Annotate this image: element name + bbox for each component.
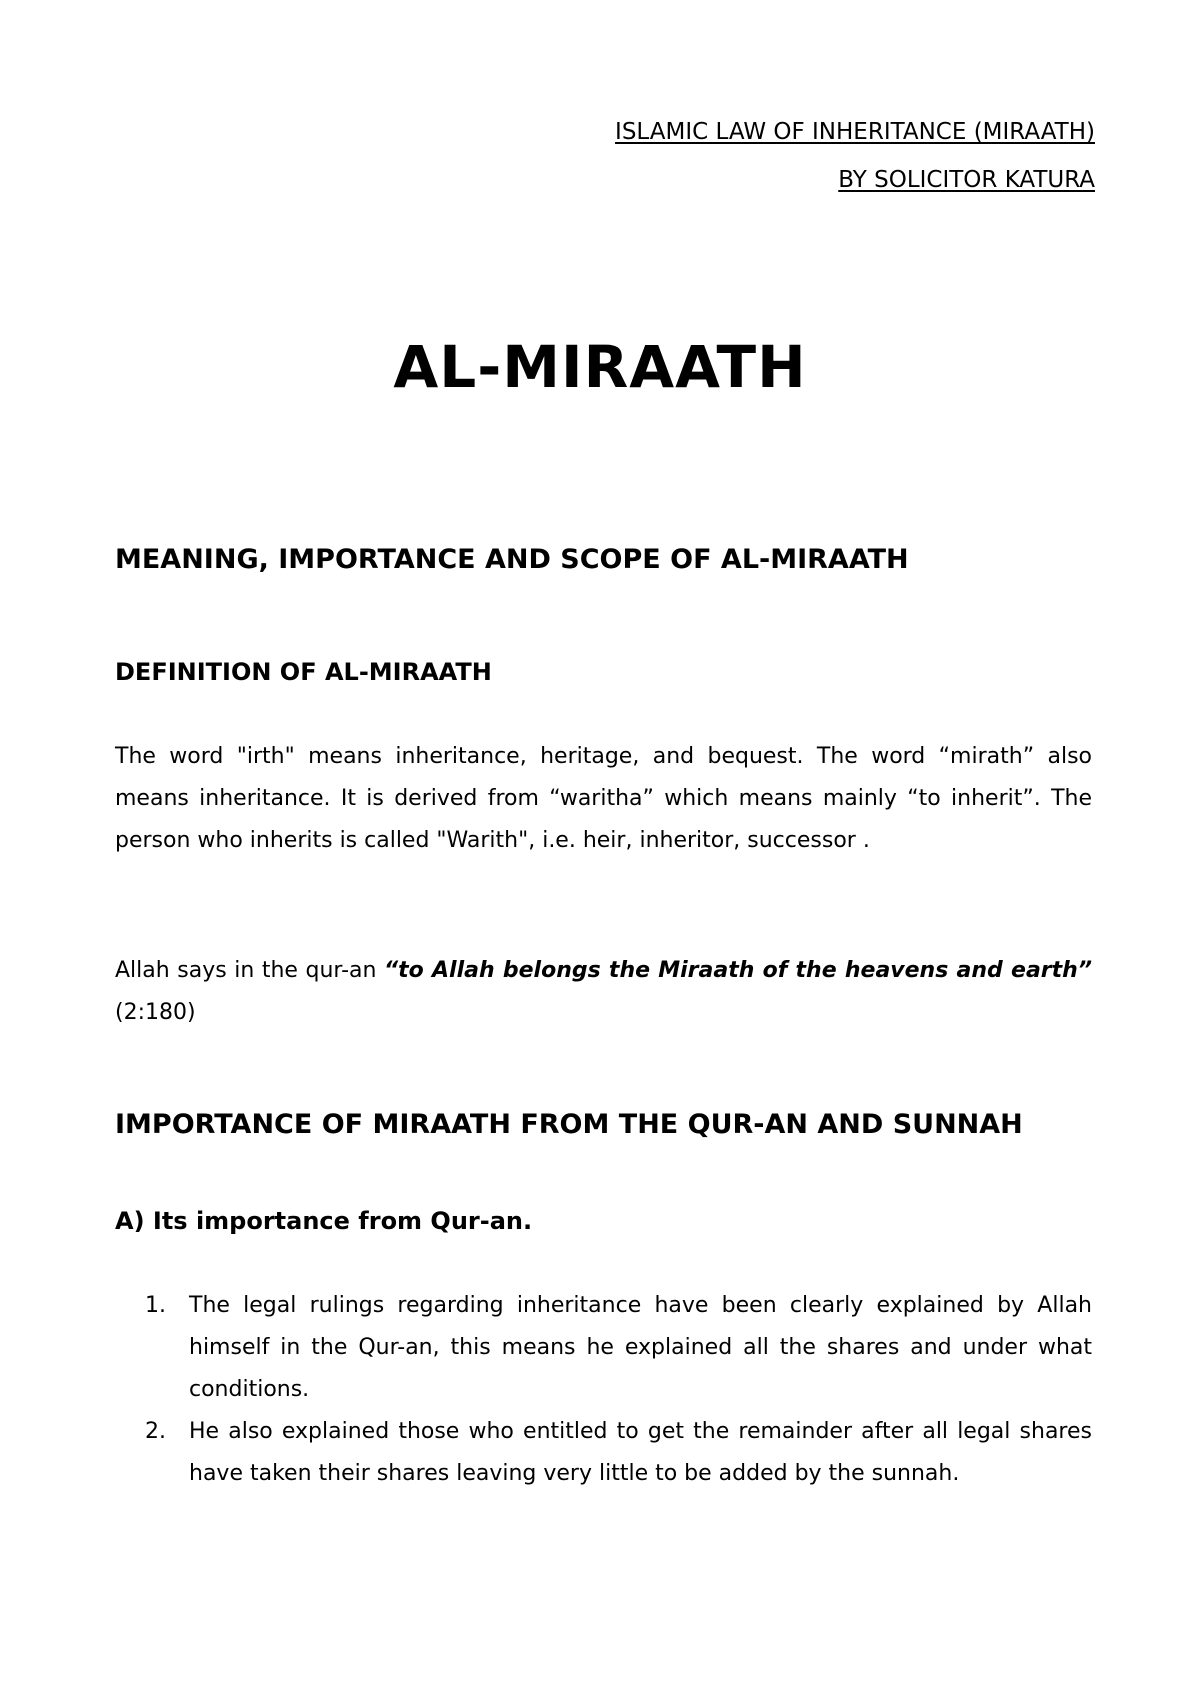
quote-reference: (2:180) [115,1000,196,1025]
section-heading-definition: DEFINITION OF AL-MIRAATH [115,658,492,686]
list-item [115,1285,1092,1411]
list-item [115,1411,1092,1495]
section-heading-meaning: MEANING, IMPORTANCE AND SCOPE OF AL-MIRAATH [115,544,909,575]
list-item-text: He also explained those who entitled to get the remainder after all legal shares have taken their shares leaving very little to be added by the sunnah. [189,1419,1092,1486]
document-header-author: BY SOLICITOR KATURA [838,167,1095,193]
document-title: AL-MIRAATH [393,333,807,401]
list-item-number: 2. [145,1419,166,1444]
quote-text: “to Allah belongs the Miraath of the heavens and earth” [384,958,1092,983]
section-heading-importance: IMPORTANCE OF MIRAATH FROM THE QUR-AN AND SUNNAH [115,1109,1023,1140]
quote-intro: Allah says in the qur-an [115,958,384,983]
importance-list [115,1285,1092,1495]
list-item-text: The legal rulings regarding inheritance have been clearly explained by Allah himself in the Qur-an, this means he explained all the shares and under what conditions. [189,1293,1092,1402]
list-item-number: 1. [145,1293,166,1318]
subheading-quran-importance: A) Its importance from Qur-an. [115,1207,533,1235]
document-header-title: ISLAMIC LAW OF INHERITANCE (MIRAATH) [615,119,1095,145]
definition-paragraph: The word "irth" means inheritance, heritage, and bequest. The word “mirath” also means inheritance. It is derived from “waritha” which means mainly “to inherit”. The person who inherits is called "Warith", i.e. heir, inheritor, successor . [115,744,1092,853]
quran-quote-paragraph [115,950,1092,1034]
